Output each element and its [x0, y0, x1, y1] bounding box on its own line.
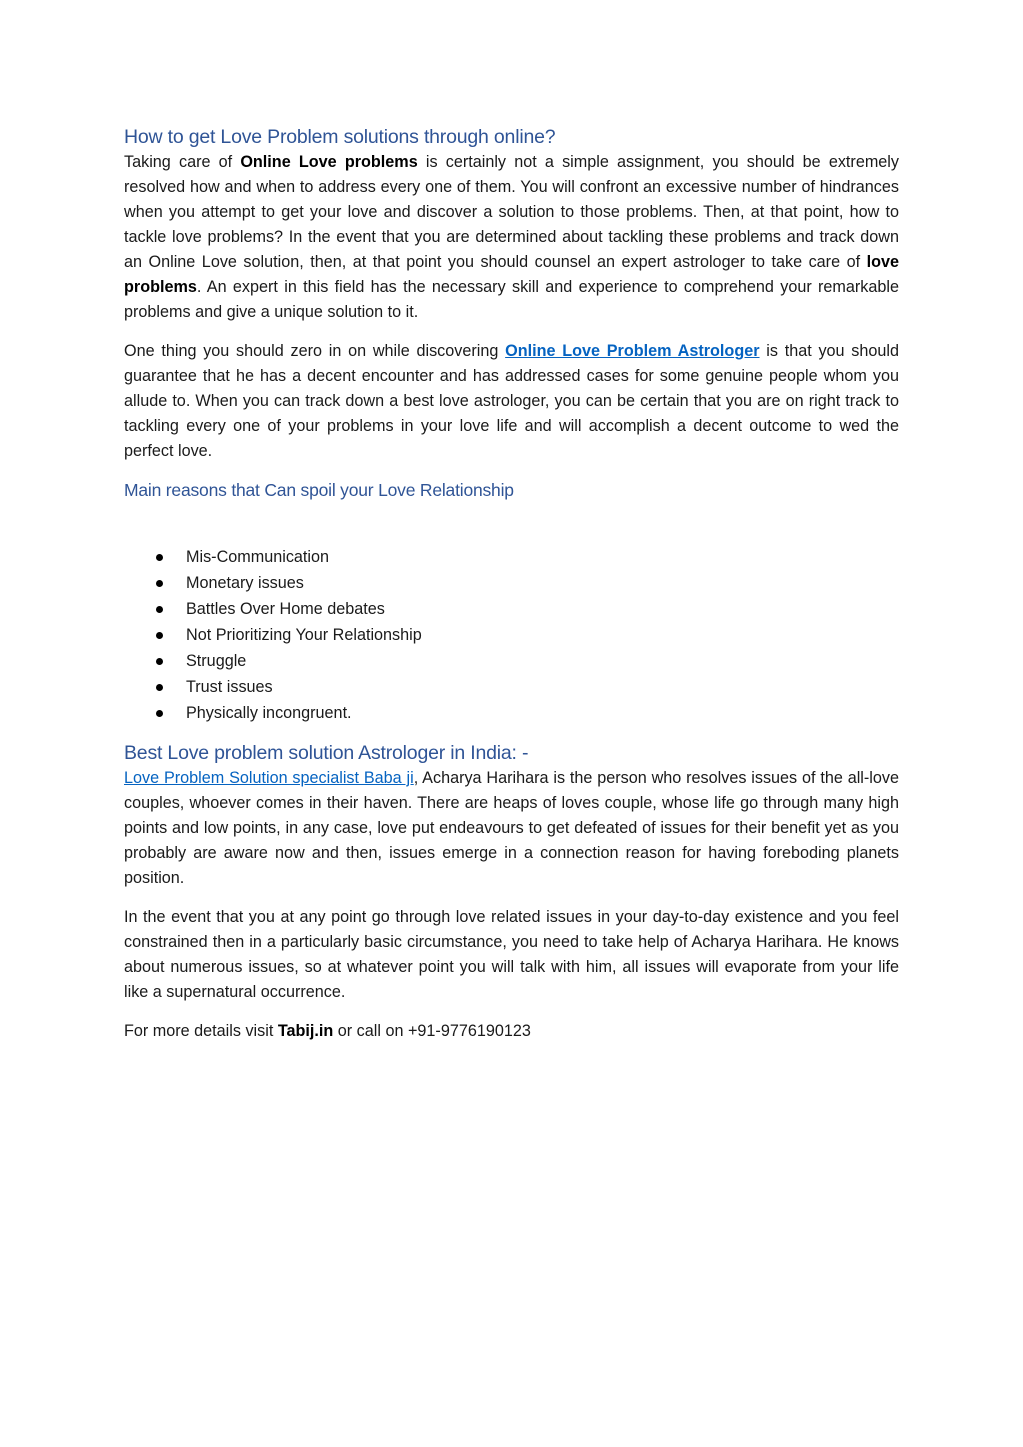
list-item: Trust issues	[124, 674, 899, 700]
bullet-icon	[156, 658, 163, 665]
reasons-list	[124, 544, 899, 726]
bullet-icon	[156, 684, 163, 691]
bold-website: Tabij.in	[277, 1022, 334, 1040]
paragraph-baba-ji-text: , Acharya Harihara is the person who resolves issues of the all-love couples, whoever comes in their haven. There are heaps of loves couple, whose life go through many high points and low points, in any case, love put endeavours to get defeated of issues for their benefit yet as you probably are aware now and then, issues emerge in a connection reason for having foreboding planets position.	[124, 769, 899, 887]
link-love-problem-solution-specialist[interactable]: Love Problem Solution specialist Baba ji	[124, 769, 414, 787]
paragraph-intro-text-2: is certainly not a simple assignment, you should be extremely resolved how and when to address every one of them. You will confront an excessive number of hindrances when you attempt to get your love and discover a solution to those problems. Then, at that point, how to tackle love problems? In the event that you are determined about tackling these problems and track down an Online Love solution, then, at that point you should counsel an expert astrologer to take care of	[124, 153, 899, 271]
paragraph-baba-ji	[124, 766, 899, 891]
bullet-icon	[156, 580, 163, 587]
list-item: Mis-Communication	[124, 544, 899, 570]
bullet-icon	[156, 710, 163, 717]
list-item: Struggle	[124, 648, 899, 674]
link-online-love-problem-astrologer[interactable]: Online Love Problem Astrologer	[505, 342, 760, 360]
heading-best-love-problem-astrologer: Best Love problem solution Astrologer in India: -	[124, 742, 529, 764]
document-page	[124, 124, 899, 1044]
paragraph-astrologer	[124, 339, 899, 464]
bullet-icon	[156, 554, 163, 561]
paragraph-intro	[124, 150, 899, 325]
list-item: Not Prioritizing Your Relationship	[124, 622, 899, 648]
paragraph-contact	[124, 1019, 899, 1044]
heading-love-problem-solutions: How to get Love Problem solutions through online?	[124, 126, 556, 148]
bullet-icon	[156, 606, 163, 613]
heading-main-reasons: Main reasons that Can spoil your Love Relationship	[124, 480, 514, 500]
paragraph-astrologer-text-2: is that you should guarantee that he has a decent encounter and has addressed cases for some genuine people whom you allude to. When you can track down a best love astrologer, you can be certain that you are on right track to tackling every one of your problems in your love life and will accomplish a decent outcome to wed the perfect love.	[124, 342, 899, 460]
bullet-icon	[156, 632, 163, 639]
paragraph-intro-text-1: Taking care of	[124, 153, 241, 171]
paragraph-astrologer-text-1: One thing you should zero in on while discovering	[124, 342, 506, 360]
contact-text-2: or call on +91-9776190123	[333, 1022, 531, 1040]
bold-online-love-problems: Online Love problems	[240, 153, 418, 171]
list-item: Monetary issues	[124, 570, 899, 596]
list-item: Battles Over Home debates	[124, 596, 899, 622]
paragraph-intro-text-3: . An expert in this field has the necessary skill and experience to comprehend your remarkable problems and give a unique solution to it.	[124, 278, 899, 321]
paragraph-acharya-harihara: In the event that you at any point go through love related issues in your day-to-day existence and you feel constrained then in a particularly basic circumstance, you need to take help of Acharya Harihara. He knows about numerous issues, so at whatever point you will talk with him, all issues will evaporate from your life like a supernatural occurrence.	[124, 908, 899, 1001]
bold-love-problems: love problems	[124, 253, 899, 296]
list-item: Physically incongruent.	[124, 700, 899, 726]
contact-text-1: For more details visit	[124, 1022, 278, 1040]
